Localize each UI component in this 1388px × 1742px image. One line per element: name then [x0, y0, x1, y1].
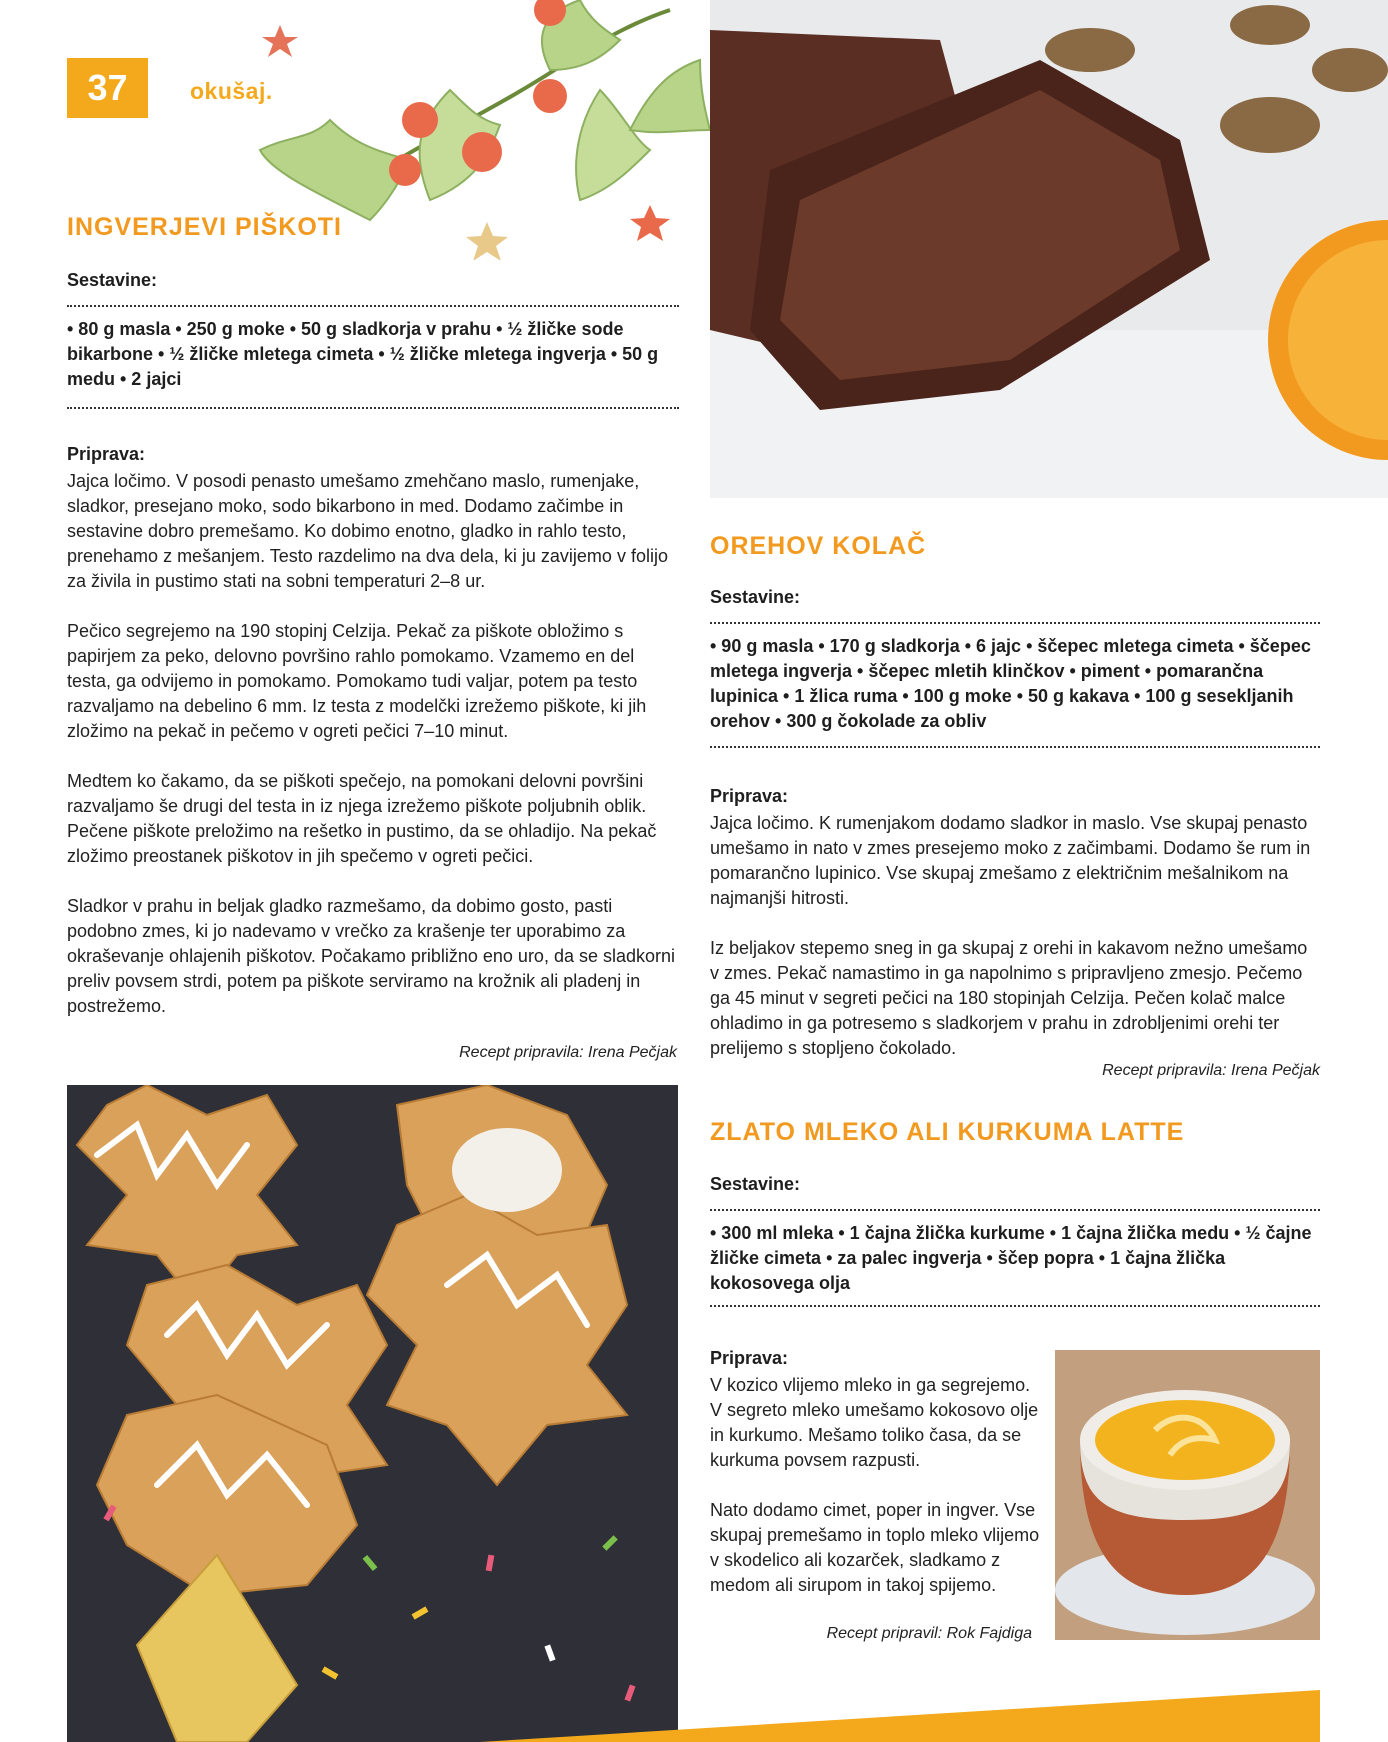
- recipe1-ingredients-label: Sestavine:: [67, 270, 158, 290]
- recipe1-credit: Recept pripravila: Irena Pečjak: [459, 1044, 677, 1061]
- recipe3-step-2: Nato dodamo cimet, poper in ingver. Vse skupaj premešamo in toplo mleko vlijemo v skodelico ali kozarček, sladkamo z medom ali sirupom in takoj spijemo.: [710, 1500, 1040, 1595]
- recipe1-title: INGVERJEVI PIŠKOTI: [67, 213, 343, 241]
- recipe3-method: [710, 1373, 1042, 1598]
- recipe1-step-2: Pečico segrejemo na 190 stopinj Celzija. Pekač za piškote obložimo s papirjem za peko, delovno površino rahlo pomokamo. Vzamemo en del testa, ga odvijemo in pomokamo. Pomokamo tudi valjar, potem pa testo razvaljamo na debelino 6 mm. Iz testa z modelčki izrežemo piškote, ki jih zložimo na pekač in pečemo v ogreti pečici 7–10 minut.: [67, 621, 647, 741]
- recipe3-method-label: Priprava:: [710, 1348, 789, 1368]
- recipe2-title: OREHOV KOLAČ: [710, 532, 927, 560]
- recipe2-ingredients-label: Sestavine:: [710, 587, 801, 607]
- recipe3-title: ZLATO MLEKO ALI KURKUMA LATTE: [710, 1118, 1185, 1146]
- recipe1-step-1: Jajca ločimo. V posodi penasto umešamo zmehčano maslo, rumenjake, sladkor, presejano moko, sodo bikarbono in med. Dodamo začimbe in sestavine dobro premešamo. Ko dobimo enotno, gladko in rahlo testo, prenehamo z mešanjem. Testo razdelimo na dva dela, ki ju zavijemo v folijo za živila in pustimo stati na sobni temperaturi 2–8 ur.: [67, 471, 668, 591]
- walnut-cake-photo: [710, 0, 1388, 498]
- recipe1-ingredients: • 80 g masla • 250 g moke • 50 g sladkorja v prahu • ½ žličke sode bikarbone • ½ žličke mletega cimeta • ½ žličke mletega ingverja • 50 g medu • 2 jajci: [67, 305, 679, 409]
- gingerbread-cookies-photo: [67, 1085, 678, 1742]
- recipe1-method: [67, 469, 679, 1019]
- recipe3-credit: Recept pripravil: Rok Fajdiga: [826, 1625, 1032, 1642]
- recipe2-step-1: Jajca ločimo. K rumenjakom dodamo sladkor in maslo. Vse skupaj penasto umešamo in nato v zmes presejemo moko z začimbami. Dodamo še rum in pomarančno lupinico. Vse skupaj zmešamo z električnim mešalnikom na najmanjši hitrosti.: [710, 813, 1311, 908]
- brand-logo-text: okušaj.: [190, 78, 273, 104]
- recipe2-credit: Recept pripravila: Irena Pečjak: [1102, 1062, 1320, 1079]
- recipe2-ingredients: • 90 g masla • 170 g sladkorja • 6 jajc • ščepec mletega cimeta • ščepec mletega ingverja • ščepec mletih klinčkov • piment • pomarančna lupinica • 1 žlica ruma • 100 g moke • 50 g kakava • 100 g sesekljanih orehov • 300 g čokolade za obliv: [710, 622, 1320, 748]
- recipe3-ingredients-label: Sestavine:: [710, 1174, 801, 1194]
- recipe1-method-label: Priprava:: [67, 444, 146, 464]
- decorative-stripe: [480, 1690, 1320, 1742]
- recipe3-step-1: V kozico vlijemo mleko in ga segrejemo. V segreto mleko umešamo kokosovo olje in kurkumo. Mešamo toliko časa, da se kurkuma povsem razpusti.: [710, 1375, 1039, 1470]
- golden-milk-photo: [1055, 1350, 1320, 1640]
- recipe1-step-3: Medtem ko čakamo, da se piškoti spečejo, na pomokani delovni površini razvaljamo še drugi del testa in iz njega izrežemo piškote poljubnih oblik. Pečene piškote preložimo na rešetko in pustimo, da se ohladijo. Na pekač zložimo preostanek piškotov in jih spečemo v ogreti pečici.: [67, 771, 657, 866]
- page-number: 37: [67, 58, 148, 118]
- recipe2-step-2: Iz beljakov stepemo sneg in ga skupaj z orehi in kakavom nežno umešamo v zmes. Pekač namastimo in ga napolnimo s pripravljeno zmesjo. Pečemo ga 45 minut v segreti pečici na 180 stopinjah Celzija. Pečen kolač malce ohladimo in ga potresemo s sladkorjem v prahu in zdrobljenimi orehi ter prelijemo s stopljeno čokolado.: [710, 938, 1308, 1058]
- recipe2-method: [710, 811, 1320, 1061]
- recipe1-step-4: Sladkor v prahu in beljak gladko razmešamo, da dobimo gosto, pasti podobno zmes, ki jo nadevamo v vrečko za krašenje ter uporabimo za okraševanje ohlajenih piškotov. Počakamo približno eno uro, da se sladkorni preliv povsem strdi, potem pa piškote serviramo na krožnik ali pladenj in postrežemo.: [67, 896, 676, 1016]
- recipe2-method-label: Priprava:: [710, 786, 789, 806]
- recipe3-ingredients: • 300 ml mleka • 1 čajna žlička kurkume • 1 čajna žlička medu • ½ čajne žličke cimeta • za palec ingverja • ščep popra • 1 čajna žlička kokosovega olja: [710, 1209, 1320, 1307]
